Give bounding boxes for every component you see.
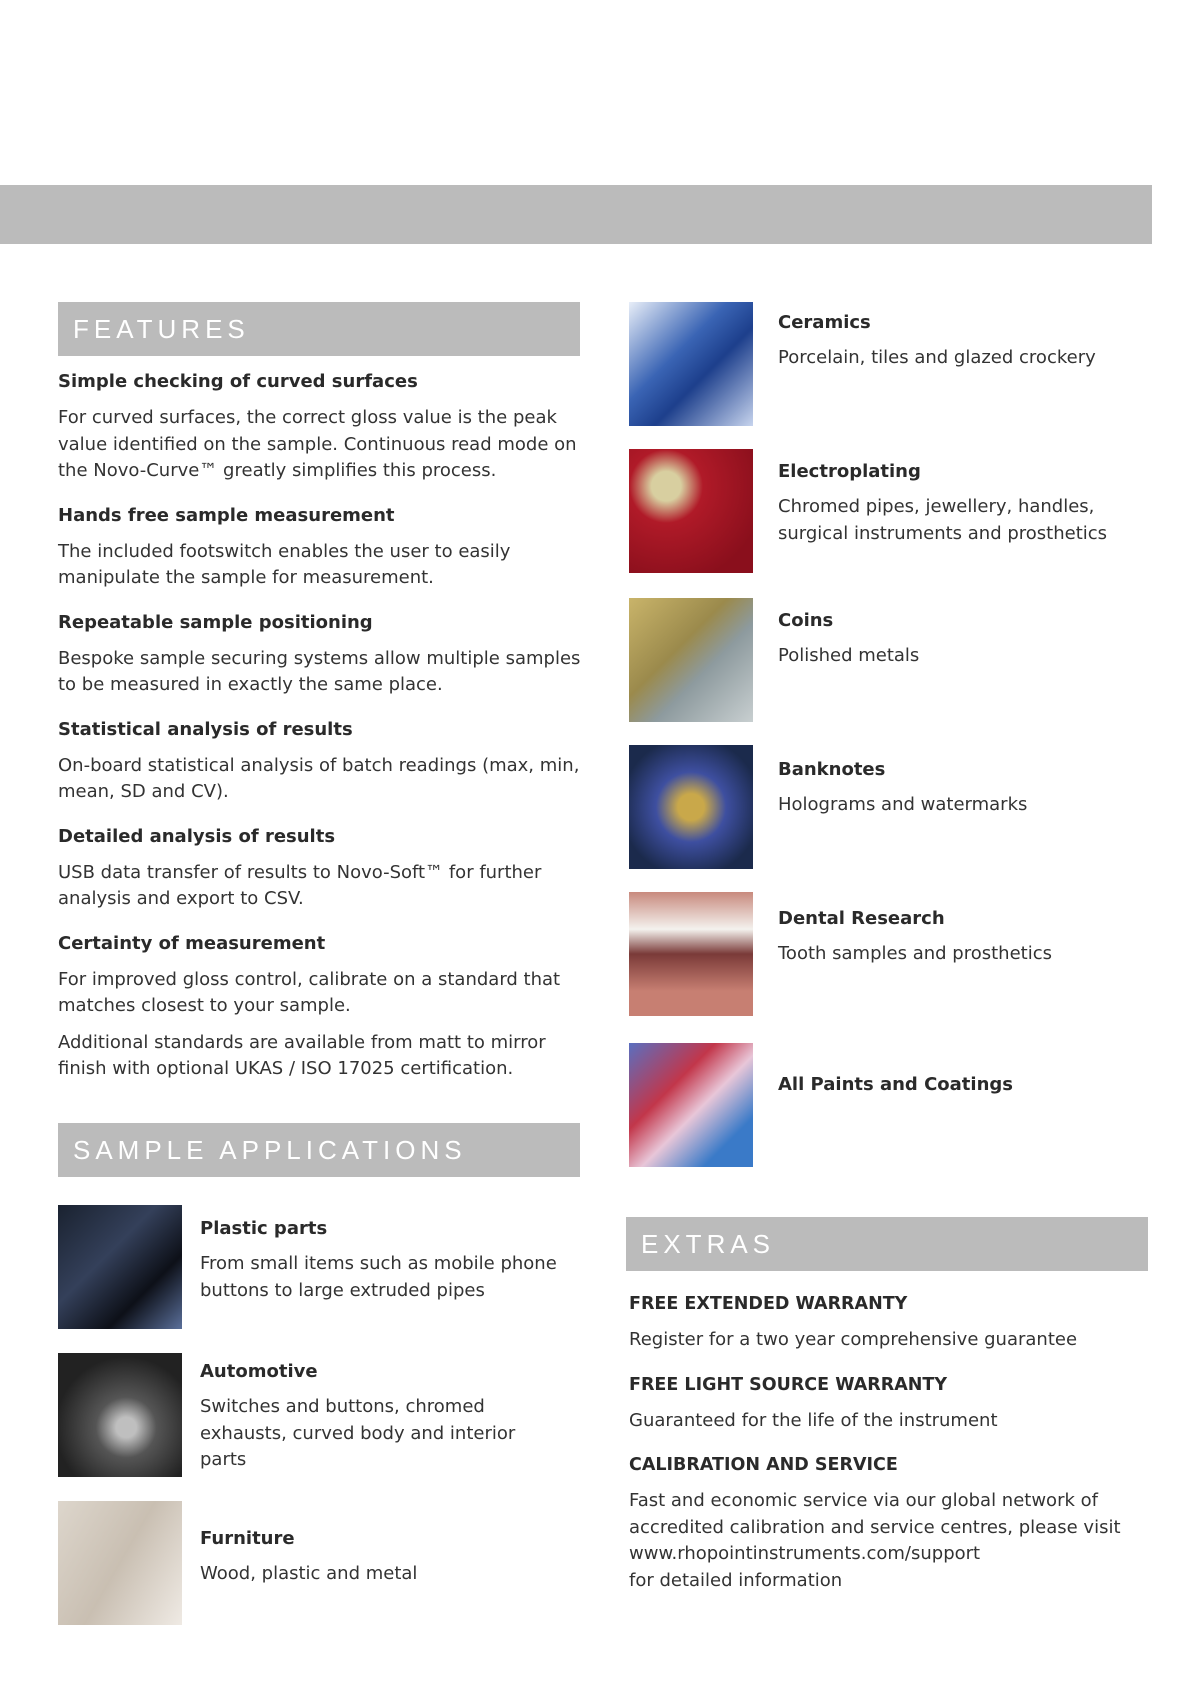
ceramics-image (629, 302, 753, 426)
app-paints-coatings (778, 1072, 1138, 1107)
extra-heading: CALIBRATION AND SERVICE (629, 1455, 898, 1475)
coins-image (629, 598, 753, 722)
extras-header: EXTRAS (626, 1217, 1148, 1271)
automotive-image (58, 1353, 182, 1477)
app-heading: Coins (778, 610, 834, 631)
feature-text: The included footswitch enables the user to easily manipulate the sample for measurement. (58, 540, 511, 588)
extra-heading: FREE EXTENDED WARRANTY (629, 1294, 908, 1314)
app-text: Tooth samples and prosthetics (778, 943, 1052, 964)
app-text: Switches and buttons, chromed exhausts, curved body and interior parts (200, 1396, 516, 1470)
app-automotive (200, 1359, 560, 1492)
app-text: Porcelain, tiles and glazed crockery (778, 347, 1096, 368)
app-heading: Furniture (200, 1528, 295, 1549)
app-heading: Dental Research (778, 908, 945, 929)
app-text: Holograms and watermarks (778, 794, 1028, 815)
extra-text-after: for detailed information (629, 1569, 843, 1591)
app-plastic-parts (200, 1216, 560, 1322)
feature-text: USB data transfer of results to Novo-Soft™ for further analysis and export to CSV. (58, 861, 542, 909)
app-electroplating (778, 459, 1138, 565)
feature-text: For improved gloss control, calibrate on a standard that matches closest to your sample. (58, 968, 561, 1016)
paints-image (629, 1043, 753, 1167)
feature-heading: Statistical analysis of results (58, 718, 353, 740)
app-coins (778, 608, 1138, 688)
extra-text: Register for a two year comprehensive guarantee (629, 1329, 1078, 1350)
banknotes-image (629, 745, 753, 869)
app-dental-research (778, 906, 1138, 986)
app-furniture (200, 1526, 560, 1606)
app-heading: All Paints and Coatings (778, 1074, 1013, 1095)
app-text: From small items such as mobile phone buttons to large extruded pipes (200, 1253, 557, 1301)
extra-text: Guaranteed for the life of the instrument (629, 1409, 998, 1431)
app-text: Wood, plastic and metal (200, 1563, 418, 1584)
app-heading: Banknotes (778, 759, 886, 780)
app-heading: Electroplating (778, 461, 921, 482)
app-banknotes (778, 757, 1138, 837)
feature-heading: Hands free sample measurement (58, 504, 395, 526)
feature-heading: Detailed analysis of results (58, 825, 336, 847)
feature-heading: Simple checking of curved surfaces (58, 371, 418, 392)
feature-text: For curved surfaces, the correct gloss value is the peak value identified on the sample. Continuous read mode on the Novo-Curve™ greatly simplifies this process. (58, 407, 577, 481)
top-banner (0, 185, 1152, 244)
app-heading: Plastic parts (200, 1218, 328, 1239)
app-ceramics (778, 310, 1138, 390)
app-heading: Automotive (200, 1361, 318, 1382)
support-link[interactable]: www.rhopointinstruments.com/support (629, 1543, 981, 1564)
plastic-parts-image (58, 1205, 182, 1329)
app-heading: Ceramics (778, 312, 871, 333)
feature-heading: Certainty of measurement (58, 932, 326, 954)
features-header: FEATURES (58, 302, 580, 356)
extras-list (629, 1291, 1149, 1612)
furniture-image (58, 1501, 182, 1625)
feature-text: Additional standards are available from matt to mirror finish with optional UKAS / ISO 17025 certification. (58, 1031, 546, 1079)
features-list (58, 369, 588, 1101)
extra-heading: FREE LIGHT SOURCE WARRANTY (629, 1374, 947, 1395)
electroplating-image (629, 449, 753, 573)
feature-text: On-board statistical analysis of batch readings (max, min, mean, SD and CV). (58, 754, 580, 802)
dental-image (629, 892, 753, 1016)
feature-text: Bespoke sample securing systems allow multiple samples to be measured in exactly the same place. (58, 647, 581, 695)
extra-text: Fast and economic service via our global network of accredited calibration and service centres, please visit (629, 1490, 1121, 1538)
feature-heading: Repeatable sample positioning (58, 611, 373, 633)
app-text: Chromed pipes, jewellery, handles, surgical instruments and prosthetics (778, 496, 1108, 544)
app-text: Polished metals (778, 645, 920, 666)
sample-applications-header: SAMPLE APPLICATIONS (58, 1123, 580, 1177)
